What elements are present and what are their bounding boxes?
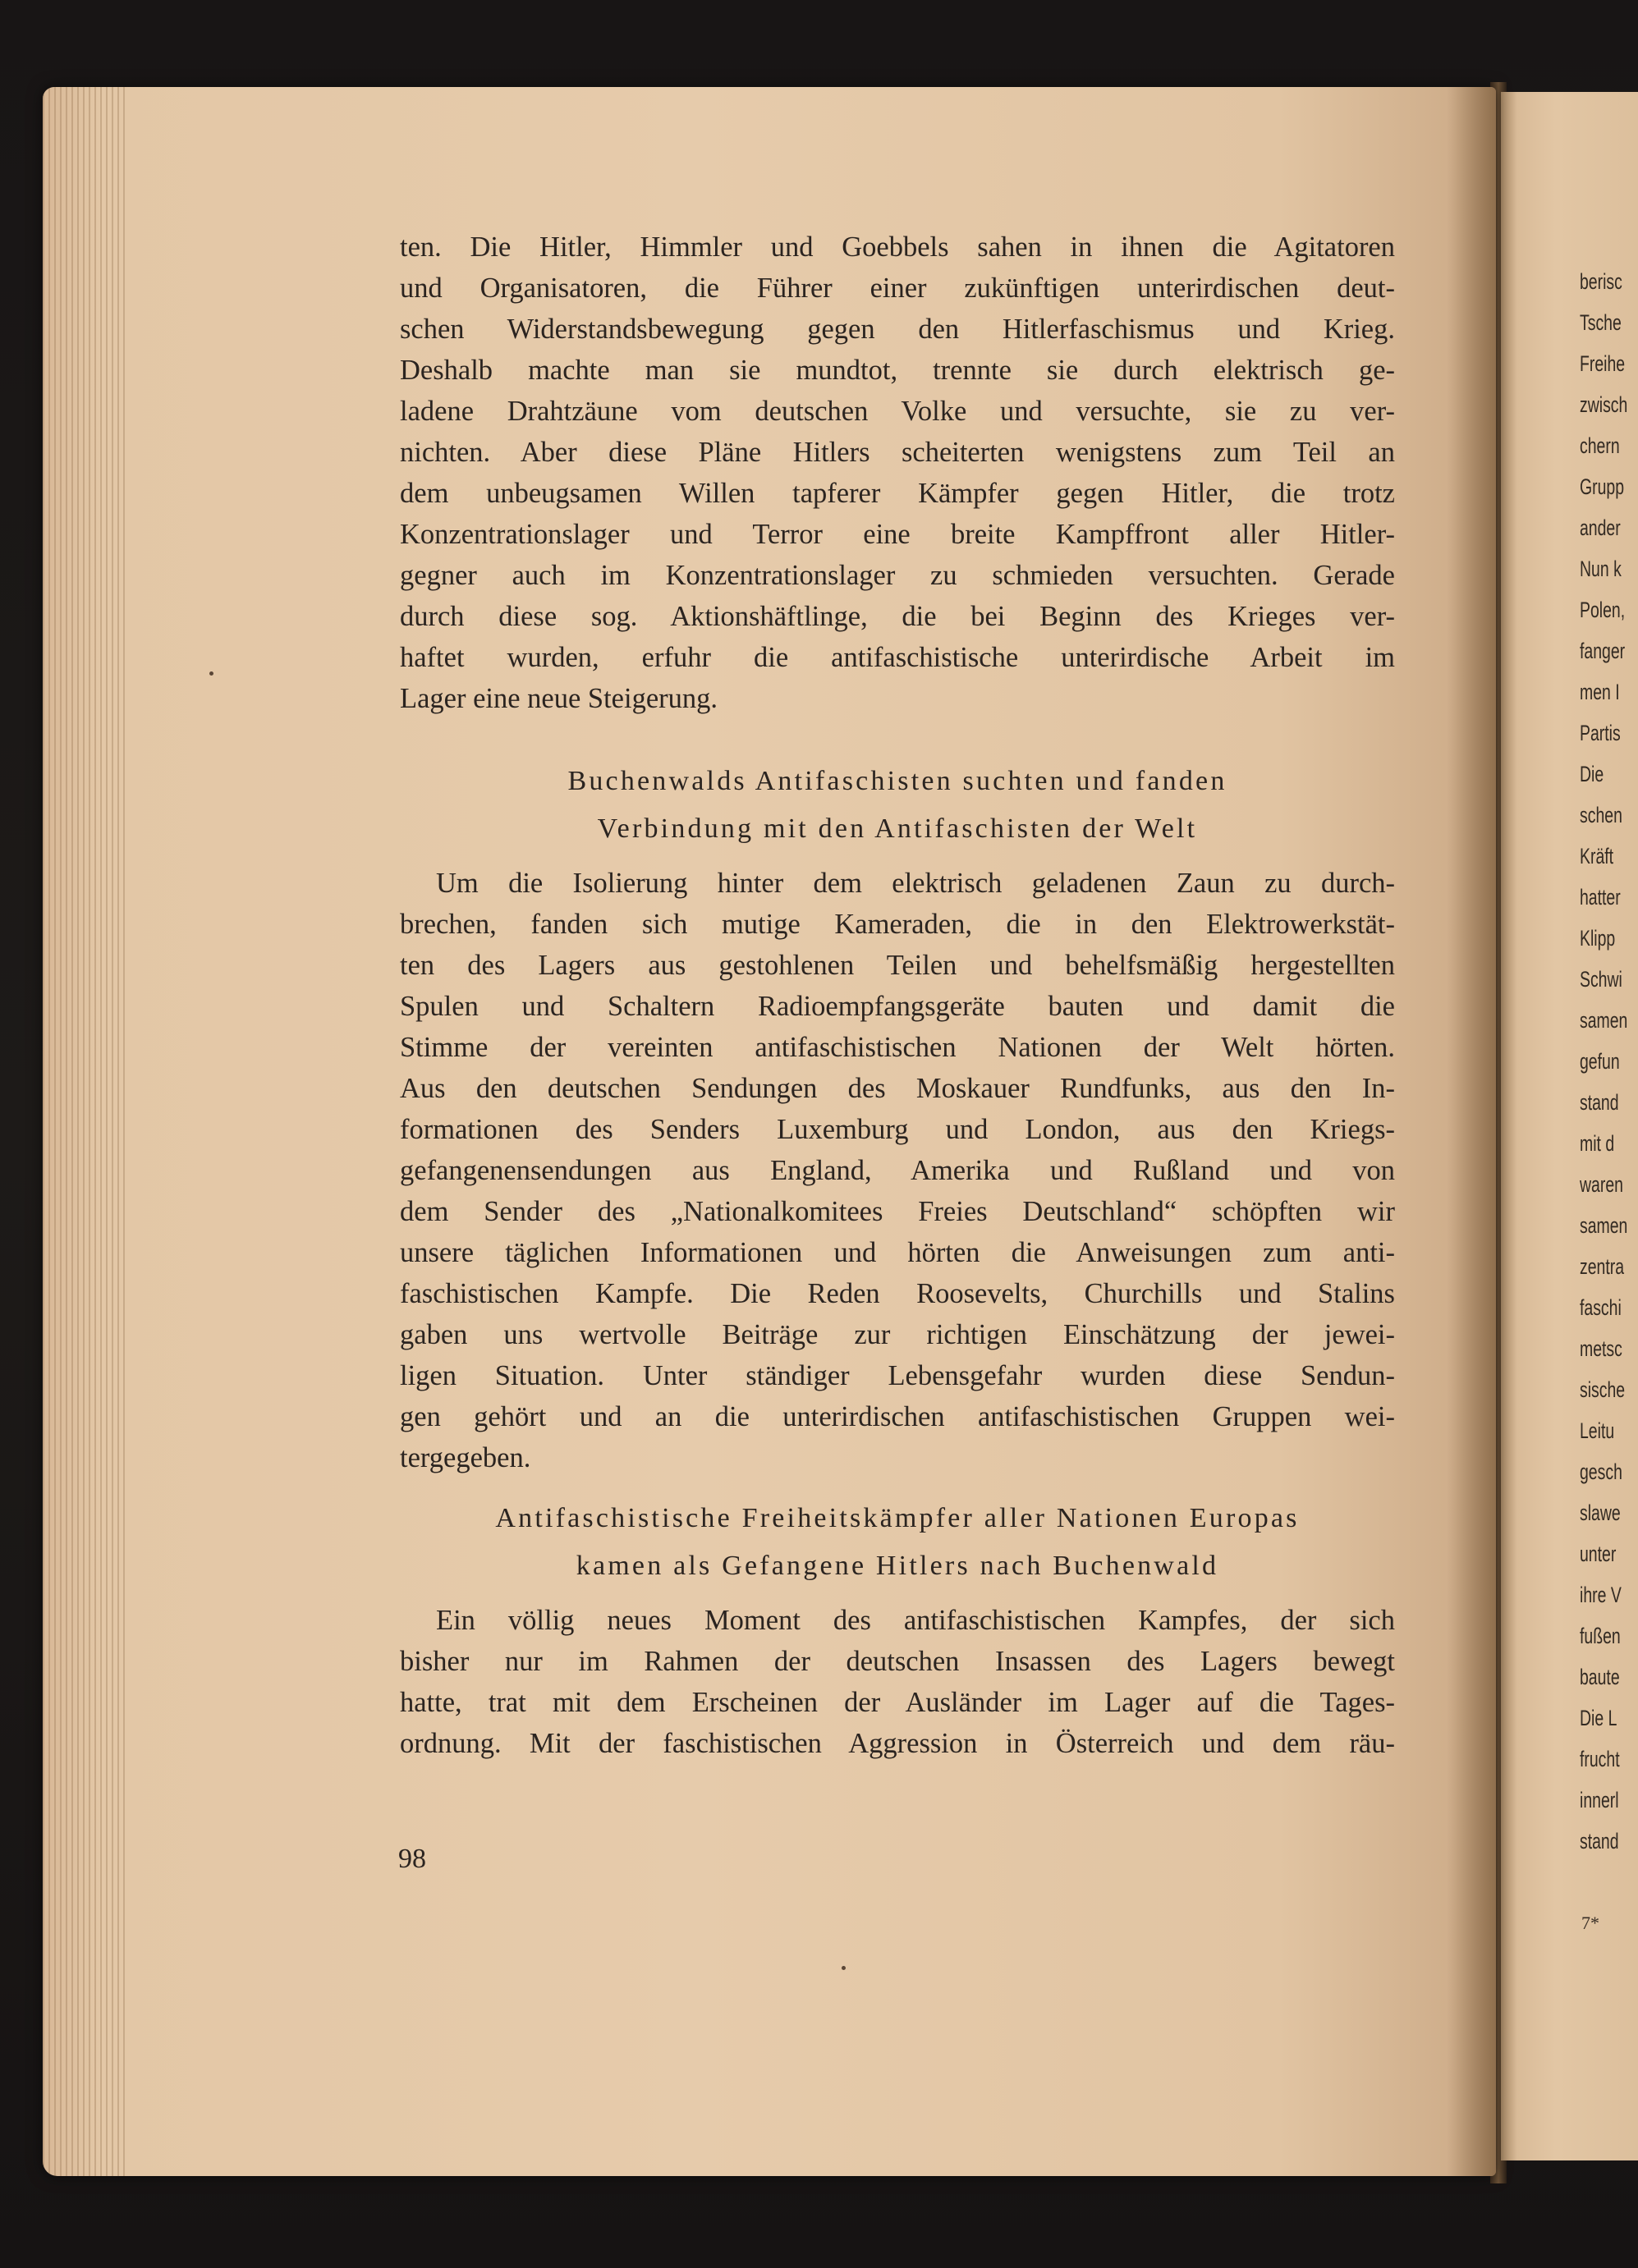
- paragraph-2-line: Aus den deutschen Sendungen des Moskauer Rundfunks, aus den In-: [400, 1073, 1395, 1104]
- facing-page-fragment: ander: [1580, 515, 1621, 540]
- facing-page-fragment: Klipp: [1580, 926, 1616, 951]
- facing-page-fragment: Leitu: [1580, 1418, 1615, 1443]
- paragraph-1-line: und Organisatoren, die Führer einer zukünftigen unterirdischen deut-: [400, 273, 1395, 304]
- heading-2-line: kamen als Gefangene Hitlers nach Buchenwald: [576, 1551, 1219, 1581]
- paragraph-1-line: gegner auch im Konzentrationslager zu schmieden versuchten. Gerade: [400, 560, 1395, 591]
- paragraph-2-line: ligen Situation. Unter ständiger Lebensgefahr wurden diese Sendun-: [400, 1360, 1395, 1391]
- paragraph-1-line: haftet wurden, erfuhr die antifaschistische unterirdische Arbeit im: [400, 642, 1395, 673]
- facing-page-fragment: gesch: [1580, 1459, 1622, 1484]
- facing-page-fragment: Kräft: [1580, 844, 1614, 868]
- facing-page-fragment: Die: [1580, 762, 1604, 786]
- page-number: 98: [398, 1844, 426, 1874]
- facing-page-fragment: Schwi: [1580, 967, 1622, 992]
- paragraph-2-line: gefangenensendungen aus England, Amerika und Rußland und von: [400, 1155, 1395, 1186]
- facing-page-fragment: Die L: [1580, 1706, 1617, 1730]
- paragraph-2: [400, 863, 1395, 1478]
- paragraph-1-line: schen Widerstandsbewegung gegen den Hitlerfaschismus und Krieg.: [400, 314, 1395, 345]
- facing-page-fragment: waren: [1580, 1172, 1623, 1197]
- paragraph-2-line: faschistischen Kampfe. Die Reden Roosevelts, Churchills und Stalins: [400, 1278, 1395, 1309]
- facing-page-fragment: unter: [1580, 1542, 1617, 1566]
- facing-page-fragment: frucht: [1580, 1747, 1620, 1771]
- facing-page-fragment: gefun: [1580, 1049, 1620, 1074]
- paragraph-2-line: ten des Lagers aus gestohlenen Teilen und behelfsmäßig hergestellten: [400, 950, 1395, 981]
- facing-page-fragment: zwisch: [1580, 392, 1628, 417]
- heading-2-line: Antifaschistische Freiheitskämpfer aller Nationen Europas: [495, 1503, 1300, 1533]
- paragraph-1: [400, 227, 1395, 719]
- paragraph-2-line: Um die Isolierung hinter dem elektrisch geladenen Zaun zu durch-: [436, 868, 1395, 899]
- facing-page-fragment: samen: [1580, 1213, 1628, 1238]
- paragraph-2-line: gaben uns wertvolle Beiträge zur richtigen Einschätzung der jewei-: [400, 1319, 1395, 1350]
- facing-page-text-fragments: [1580, 261, 1627, 1862]
- paragraph-1-line: durch diese sog. Aktionshäftlinge, die bei Beginn des Krieges ver-: [400, 601, 1395, 632]
- facing-page-fragment: faschi: [1580, 1295, 1622, 1320]
- paragraph-2-line: unsere täglichen Informationen und hörten die Anweisungen zum anti-: [400, 1237, 1395, 1268]
- facing-page-fragment: Nun k: [1580, 557, 1622, 581]
- facing-page-fragment: hatter: [1580, 885, 1621, 909]
- paragraph-1-line: Deshalb machte man sie mundtot, trennte sie durch elektrisch ge-: [400, 355, 1395, 386]
- paragraph-1-line: dem unbeugsamen Willen tapferer Kämpfer gegen Hitler, die trotz: [400, 478, 1395, 509]
- facing-page-fragment: men I: [1580, 680, 1620, 704]
- facing-page-fragment: ihre V: [1580, 1583, 1622, 1607]
- paragraph-2-line: dem Sender des „Nationalkomitees Freies Deutschland“ schöpften wir: [400, 1196, 1395, 1227]
- paragraph-1-line: Lager eine neue Steigerung.: [400, 683, 718, 714]
- facing-page-fragment: fußen: [1580, 1624, 1621, 1648]
- facing-page-fragment: sische: [1580, 1377, 1626, 1402]
- paragraph-2-line: Stimme der vereinten antifaschistischen Nationen der Welt hörten.: [400, 1032, 1395, 1063]
- paragraph-3: [400, 1600, 1395, 1764]
- paragraph-2-line: brechen, fanden sich mutige Kameraden, die in den Elektrowerkstät-: [400, 909, 1395, 940]
- facing-page-fragment: fanger: [1580, 639, 1626, 663]
- paper-speck: [209, 671, 213, 676]
- facing-page-fragment: stand: [1580, 1829, 1619, 1853]
- facing-page-fragment: zentra: [1580, 1254, 1625, 1279]
- paragraph-1-line: nichten. Aber diese Pläne Hitlers scheiterten wenigstens zum Teil an: [400, 437, 1395, 468]
- paragraph-2-line: tergegeben.: [400, 1442, 531, 1473]
- facing-page-fragment: Grupp: [1580, 474, 1625, 499]
- facing-page-fragment: metsc: [1580, 1336, 1622, 1361]
- paragraph-2-line: Spulen und Schaltern Radioempfangsgeräte bauten und damit die: [400, 991, 1395, 1022]
- paragraph-2-line: formationen des Senders Luxemburg und London, aus den Kriegs-: [400, 1114, 1395, 1145]
- heading-1-line: Verbindung mit den Antifaschisten der Welt: [597, 813, 1198, 844]
- facing-page-fragment: Partis: [1580, 721, 1621, 745]
- heading-1-line: Buchenwalds Antifaschisten suchten und fanden: [567, 766, 1227, 796]
- paragraph-2-line: gen gehört und an die unterirdischen antifaschistischen Gruppen wei-: [400, 1401, 1395, 1432]
- paper-speck: [842, 1966, 846, 1970]
- facing-page-fragment: mit d: [1580, 1131, 1615, 1156]
- facing-page-fragment: Tsche: [1580, 310, 1622, 335]
- facing-page-fragment: Freihe: [1580, 351, 1626, 376]
- gutter-shadow: [1447, 87, 1496, 2176]
- facing-page-fragment: schen: [1580, 803, 1622, 827]
- facing-page-fragment: berisc: [1580, 269, 1622, 294]
- facing-page-fragment: slawe: [1580, 1501, 1621, 1525]
- paragraph-1-line: Konzentrationslager und Terror eine breite Kampffront aller Hitler-: [400, 519, 1395, 550]
- facing-page-fragment: chern: [1580, 433, 1620, 458]
- facing-page-fragment: innerl: [1580, 1788, 1619, 1812]
- facing-page-fragment: baute: [1580, 1665, 1620, 1689]
- section-heading-2: [400, 1495, 1395, 1590]
- paragraph-3-line: bisher nur im Rahmen der deutschen Insassen des Lagers bewegt: [400, 1646, 1395, 1677]
- page-edges: [43, 87, 125, 2176]
- facing-page-number: 7*: [1581, 1913, 1599, 1933]
- page-text: [400, 227, 1395, 1764]
- section-heading-1: [400, 758, 1395, 853]
- paragraph-1-line: ladene Drahtzäune vom deutschen Volke und versuchte, sie zu ver-: [400, 396, 1395, 427]
- paragraph-3-line: hatte, trat mit dem Erscheinen der Ausländer im Lager auf die Tages-: [400, 1687, 1395, 1718]
- facing-page-fragment: stand: [1580, 1090, 1619, 1115]
- facing-page-fragment: Polen,: [1580, 598, 1626, 622]
- paragraph-3-line: Ein völlig neues Moment des antifaschistischen Kampfes, der sich: [436, 1605, 1395, 1636]
- paragraph-1-line: ten. Die Hitler, Himmler und Goebbels sahen in ihnen die Agitatoren: [400, 231, 1395, 263]
- facing-page-fragment: samen: [1580, 1008, 1628, 1033]
- paragraph-3-line: ordnung. Mit der faschistischen Aggression in Österreich und dem räu-: [400, 1728, 1395, 1759]
